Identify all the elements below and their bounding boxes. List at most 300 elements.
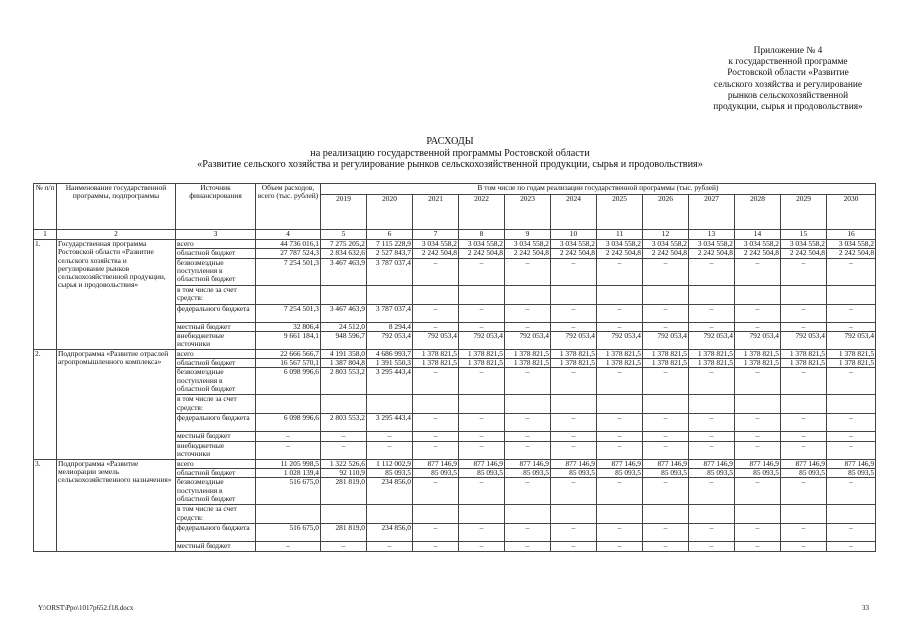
total-cell: 44 736 016,1 xyxy=(256,240,321,249)
year-value-cell: 85 093,5 xyxy=(827,469,876,478)
year-value-cell: – xyxy=(827,322,876,331)
funding-source: федерального бюджета xyxy=(176,304,256,322)
year-value-cell xyxy=(321,395,367,414)
year-value-cell: 2 242 504,8 xyxy=(781,249,827,258)
year-value-cell: – xyxy=(735,432,781,441)
year-value-cell: 85 093,5 xyxy=(643,469,689,478)
funding-source: федерального бюджета xyxy=(176,524,256,542)
year-value-cell: – xyxy=(459,432,505,441)
year-value-cell: – xyxy=(413,258,459,285)
year-value-cell: – xyxy=(321,441,367,459)
year-value-cell: 2 834 632,6 xyxy=(321,249,367,258)
year-value-cell xyxy=(689,395,735,414)
year-value-cell: 1 112 002,9 xyxy=(367,459,413,468)
year-value-cell: – xyxy=(505,304,551,322)
year-value-cell: 792 053,4 xyxy=(505,331,551,349)
year-value-cell: 1 378 821,5 xyxy=(551,359,597,368)
year-value-cell: – xyxy=(459,542,505,551)
column-number: 10 xyxy=(551,230,597,240)
year-value-cell: 3 034 558,2 xyxy=(597,240,643,249)
year-value-cell: 1 378 821,5 xyxy=(413,349,459,358)
year-value-cell: 1 378 821,5 xyxy=(505,359,551,368)
year-value-cell xyxy=(827,395,876,414)
year-value-cell: – xyxy=(551,478,597,505)
program-name: Подпрограмма «Развитие отраслей агропромышленного комплекса» xyxy=(57,349,176,459)
year-value-cell: 3 034 558,2 xyxy=(827,240,876,249)
column-number: 12 xyxy=(643,230,689,240)
year-value-cell: – xyxy=(781,524,827,542)
year-value-cell: 4 686 993,7 xyxy=(367,349,413,358)
year-value-cell: – xyxy=(505,478,551,505)
year-value-cell: 2 242 504,8 xyxy=(597,249,643,258)
year-value-cell: – xyxy=(505,414,551,432)
year-value-cell: 281 819,0 xyxy=(321,478,367,505)
header-total: Объем расходов, всего (тыс. рублей) xyxy=(256,184,321,230)
year-value-cell: 948 596,7 xyxy=(321,331,367,349)
year-value-cell: – xyxy=(413,368,459,395)
column-number: 4 xyxy=(256,230,321,240)
year-value-cell: – xyxy=(551,304,597,322)
year-value-cell: 1 378 821,5 xyxy=(551,349,597,358)
header-year: 2021 xyxy=(413,195,459,230)
year-value-cell xyxy=(735,395,781,414)
funding-source: областной бюджет xyxy=(176,249,256,258)
year-value-cell: – xyxy=(827,441,876,459)
year-value-cell: 3 034 558,2 xyxy=(781,240,827,249)
year-value-cell: 85 093,5 xyxy=(459,469,505,478)
year-value-cell: – xyxy=(459,441,505,459)
year-value-cell: – xyxy=(735,304,781,322)
year-value-cell xyxy=(597,395,643,414)
year-value-cell: 8 294,4 xyxy=(367,322,413,331)
column-number: 9 xyxy=(505,230,551,240)
header-year: 2022 xyxy=(459,195,505,230)
year-value-cell: 1 378 821,5 xyxy=(643,349,689,358)
appendix-line: Ростовской области «Развитие xyxy=(727,68,849,79)
year-value-cell xyxy=(413,285,459,304)
column-number: 14 xyxy=(735,230,781,240)
year-value-cell xyxy=(643,395,689,414)
total-cell: 9 661 184,1 xyxy=(256,331,321,349)
year-value-cell xyxy=(321,505,367,524)
column-number: 1 xyxy=(34,230,57,240)
year-value-cell: 792 053,4 xyxy=(367,331,413,349)
year-value-cell: – xyxy=(413,432,459,441)
year-value-cell: – xyxy=(643,478,689,505)
header-year: 2029 xyxy=(781,195,827,230)
total-cell: 7 254 501,3 xyxy=(256,258,321,285)
year-value-cell: 85 093,5 xyxy=(597,469,643,478)
year-value-cell: – xyxy=(781,322,827,331)
program-name: Государственная программа Ростовской области «Развитие сельского хозяйства и регулирование рынков сельскохозяйственной продукции, сырья и продовольствия» xyxy=(57,240,176,350)
funding-source: безвозмездные поступления в областной бюджет xyxy=(176,478,256,505)
total-cell: 6 098 996,6 xyxy=(256,368,321,395)
year-value-cell: 792 053,4 xyxy=(643,331,689,349)
year-value-cell: 85 093,5 xyxy=(413,469,459,478)
year-value-cell: – xyxy=(643,322,689,331)
total-cell: – xyxy=(256,441,321,459)
year-value-cell: – xyxy=(321,542,367,551)
year-value-cell xyxy=(551,505,597,524)
header-no: № п/п xyxy=(34,184,57,230)
year-value-cell: 1 378 821,5 xyxy=(735,359,781,368)
page-number: 33 xyxy=(862,604,869,612)
year-value-cell: 3 034 558,2 xyxy=(459,240,505,249)
year-value-cell: – xyxy=(689,304,735,322)
year-value-cell: – xyxy=(413,414,459,432)
year-value-cell: 85 093,5 xyxy=(781,469,827,478)
year-value-cell: – xyxy=(643,542,689,551)
funding-source: областной бюджет xyxy=(176,359,256,368)
year-value-cell: – xyxy=(505,258,551,285)
year-value-cell xyxy=(597,285,643,304)
year-value-cell: 3 467 463,9 xyxy=(321,304,367,322)
year-value-cell: – xyxy=(413,478,459,505)
year-value-cell: 85 093,5 xyxy=(367,469,413,478)
year-value-cell: – xyxy=(459,258,505,285)
year-value-cell xyxy=(367,505,413,524)
year-value-cell: – xyxy=(413,441,459,459)
year-value-cell: – xyxy=(689,414,735,432)
column-number: 13 xyxy=(689,230,735,240)
year-value-cell: – xyxy=(505,432,551,441)
year-value-cell: 1 378 821,5 xyxy=(643,359,689,368)
year-value-cell: 24 512,0 xyxy=(321,322,367,331)
header-year: 2026 xyxy=(643,195,689,230)
funding-source: в том числе за счет средств: xyxy=(176,505,256,524)
year-value-cell: 877 146,9 xyxy=(781,459,827,468)
year-value-cell: 1 378 821,5 xyxy=(781,349,827,358)
total-cell xyxy=(256,395,321,414)
year-value-cell: – xyxy=(321,432,367,441)
year-value-cell: 877 146,9 xyxy=(597,459,643,468)
year-value-cell: 234 856,0 xyxy=(367,478,413,505)
year-value-cell: 2 242 504,8 xyxy=(551,249,597,258)
funding-source: в том числе за счет средств: xyxy=(176,285,256,304)
title-line: РАСХОДЫ xyxy=(426,136,474,147)
year-value-cell: – xyxy=(505,524,551,542)
year-value-cell: 3 034 558,2 xyxy=(735,240,781,249)
year-value-cell: – xyxy=(597,542,643,551)
total-cell: – xyxy=(256,542,321,551)
year-value-cell: 1 378 821,5 xyxy=(459,359,505,368)
year-value-cell: – xyxy=(551,368,597,395)
year-value-cell: 1 378 821,5 xyxy=(781,359,827,368)
column-number: 6 xyxy=(367,230,413,240)
column-number: 7 xyxy=(413,230,459,240)
year-value-cell: – xyxy=(551,414,597,432)
funding-source: безвозмездные поступления в областной бюджет xyxy=(176,368,256,395)
year-value-cell xyxy=(505,395,551,414)
header-year: 2020 xyxy=(367,195,413,230)
year-value-cell: – xyxy=(505,441,551,459)
year-value-cell: 1 378 821,5 xyxy=(827,349,876,358)
title-line: на реализацию государственной программы Ростовской области xyxy=(310,147,590,159)
year-value-cell: 3 787 037,4 xyxy=(367,258,413,285)
year-value-cell: 877 146,9 xyxy=(551,459,597,468)
funding-source: в том числе за счет средств: xyxy=(176,395,256,414)
year-value-cell: 877 146,9 xyxy=(505,459,551,468)
year-value-cell: 2 527 843,7 xyxy=(367,249,413,258)
year-value-cell: – xyxy=(597,441,643,459)
year-value-cell: 2 242 504,8 xyxy=(643,249,689,258)
year-value-cell: 85 093,5 xyxy=(689,469,735,478)
year-value-cell: – xyxy=(551,542,597,551)
year-value-cell xyxy=(413,395,459,414)
year-value-cell: 1 378 821,5 xyxy=(413,359,459,368)
year-value-cell: 1 391 550,3 xyxy=(367,359,413,368)
year-value-cell: – xyxy=(689,258,735,285)
year-value-cell xyxy=(459,285,505,304)
appendix-line: сельского хозяйства и регулирование xyxy=(713,79,863,90)
year-value-cell: 1 322 526,6 xyxy=(321,459,367,468)
year-value-cell xyxy=(735,505,781,524)
year-value-cell: 2 242 504,8 xyxy=(459,249,505,258)
year-value-cell: – xyxy=(551,432,597,441)
year-value-cell: 792 053,4 xyxy=(459,331,505,349)
year-value-cell: 2 242 504,8 xyxy=(827,249,876,258)
year-value-cell: 1 378 821,5 xyxy=(505,349,551,358)
header-year: 2024 xyxy=(551,195,597,230)
year-value-cell: – xyxy=(735,542,781,551)
year-value-cell: – xyxy=(413,542,459,551)
document-title xyxy=(120,136,780,171)
year-value-cell: – xyxy=(781,432,827,441)
year-value-cell: – xyxy=(735,322,781,331)
total-cell xyxy=(256,505,321,524)
year-value-cell: 877 146,9 xyxy=(459,459,505,468)
year-value-cell: – xyxy=(367,432,413,441)
column-number: 5 xyxy=(321,230,367,240)
year-value-cell: 85 093,5 xyxy=(551,469,597,478)
year-value-cell: 85 093,5 xyxy=(505,469,551,478)
total-cell: 22 666 566,7 xyxy=(256,349,321,358)
header-year: 2019 xyxy=(321,195,367,230)
year-value-cell xyxy=(643,505,689,524)
year-value-cell: – xyxy=(781,441,827,459)
column-number: 2 xyxy=(57,230,176,240)
year-value-cell: – xyxy=(781,478,827,505)
year-value-cell: – xyxy=(597,368,643,395)
year-value-cell: – xyxy=(459,368,505,395)
year-value-cell: – xyxy=(643,524,689,542)
year-value-cell: – xyxy=(505,542,551,551)
year-value-cell: – xyxy=(781,542,827,551)
year-value-cell: 792 053,4 xyxy=(413,331,459,349)
funding-source: всего xyxy=(176,349,256,358)
header-source: Источник финансирования xyxy=(176,184,256,230)
year-value-cell: – xyxy=(459,524,505,542)
header-year: 2027 xyxy=(689,195,735,230)
row-number: 1. xyxy=(34,240,57,350)
funding-source: внебюджетные источники xyxy=(176,331,256,349)
year-value-cell: – xyxy=(827,478,876,505)
appendix-caption xyxy=(688,46,888,113)
year-value-cell: 1 378 821,5 xyxy=(827,359,876,368)
year-value-cell: 4 191 358,0 xyxy=(321,349,367,358)
year-value-cell: 1 378 821,5 xyxy=(459,349,505,358)
year-value-cell: – xyxy=(597,322,643,331)
year-value-cell xyxy=(551,395,597,414)
year-value-cell: – xyxy=(689,368,735,395)
year-value-cell: 85 093,5 xyxy=(735,469,781,478)
year-value-cell: – xyxy=(781,414,827,432)
year-value-cell: – xyxy=(643,258,689,285)
year-value-cell: 1 378 821,5 xyxy=(689,359,735,368)
year-value-cell: – xyxy=(597,478,643,505)
year-value-cell: – xyxy=(689,441,735,459)
funding-source: внебюджетные источники xyxy=(176,441,256,459)
program-name: Подпрограмма «Развитие мелиорации земель сельскохозяйственного назначения» xyxy=(57,459,176,551)
year-value-cell: – xyxy=(689,322,735,331)
year-value-cell xyxy=(367,285,413,304)
total-cell: 11 205 998,5 xyxy=(256,459,321,468)
year-value-cell: – xyxy=(367,441,413,459)
year-value-cell xyxy=(827,505,876,524)
appendix-line: рынков сельскохозяйственной xyxy=(727,90,849,101)
year-value-cell: 3 034 558,2 xyxy=(643,240,689,249)
year-value-cell: 792 053,4 xyxy=(827,331,876,349)
year-value-cell: – xyxy=(551,524,597,542)
year-value-cell: 2 803 553,2 xyxy=(321,414,367,432)
funding-source: всего xyxy=(176,459,256,468)
year-value-cell xyxy=(321,285,367,304)
year-value-cell xyxy=(413,505,459,524)
funding-source: областной бюджет xyxy=(176,469,256,478)
year-value-cell: – xyxy=(505,322,551,331)
header-year: 2030 xyxy=(827,195,876,230)
file-path: Y:\ORST\Ppo\1017p652.f18.docx xyxy=(38,604,134,612)
year-value-cell xyxy=(551,285,597,304)
year-value-cell: 792 053,4 xyxy=(551,331,597,349)
year-value-cell: 2 242 504,8 xyxy=(413,249,459,258)
year-value-cell: – xyxy=(459,304,505,322)
year-value-cell: 1 378 821,5 xyxy=(735,349,781,358)
year-value-cell: – xyxy=(597,258,643,285)
year-value-cell: – xyxy=(827,258,876,285)
year-value-cell: 3 295 443,4 xyxy=(367,368,413,395)
year-value-cell xyxy=(505,285,551,304)
total-cell: 27 787 524,3 xyxy=(256,249,321,258)
year-value-cell: – xyxy=(597,524,643,542)
total-cell: 516 675,0 xyxy=(256,524,321,542)
year-value-cell xyxy=(781,505,827,524)
year-value-cell: – xyxy=(643,432,689,441)
year-value-cell xyxy=(689,285,735,304)
funding-source: федерального бюджета xyxy=(176,414,256,432)
year-value-cell: 2 803 553,2 xyxy=(321,368,367,395)
header-year: 2025 xyxy=(597,195,643,230)
year-value-cell: – xyxy=(643,368,689,395)
total-cell: 32 806,4 xyxy=(256,322,321,331)
funding-source: местный бюджет xyxy=(176,542,256,551)
year-value-cell: – xyxy=(413,304,459,322)
year-value-cell xyxy=(597,505,643,524)
year-value-cell: 3 034 558,2 xyxy=(505,240,551,249)
year-value-cell: – xyxy=(781,304,827,322)
header-year: 2028 xyxy=(735,195,781,230)
appendix-line: Приложение № 4 xyxy=(753,46,823,56)
year-value-cell: – xyxy=(827,542,876,551)
year-value-cell: – xyxy=(597,304,643,322)
total-cell: 7 254 501,3 xyxy=(256,304,321,322)
year-value-cell xyxy=(689,505,735,524)
year-value-cell: 1 387 804,8 xyxy=(321,359,367,368)
year-value-cell: 3 467 463,9 xyxy=(321,258,367,285)
header-years-caption: В том числе по годам реализации государственной программы (тыс. рублей) xyxy=(321,184,876,195)
year-value-cell: – xyxy=(505,368,551,395)
year-value-cell: 1 378 821,5 xyxy=(689,349,735,358)
year-value-cell: 792 053,4 xyxy=(781,331,827,349)
year-value-cell xyxy=(735,285,781,304)
year-value-cell: 2 242 504,8 xyxy=(689,249,735,258)
year-value-cell: – xyxy=(735,478,781,505)
total-cell: 516 675,0 xyxy=(256,478,321,505)
column-number: 3 xyxy=(176,230,256,240)
year-value-cell: 3 295 443,4 xyxy=(367,414,413,432)
year-value-cell: 877 146,9 xyxy=(735,459,781,468)
year-value-cell: – xyxy=(551,322,597,331)
year-value-cell: – xyxy=(735,441,781,459)
year-value-cell: 92 110,9 xyxy=(321,469,367,478)
year-value-cell: – xyxy=(827,368,876,395)
year-value-cell: 3 787 037,4 xyxy=(367,304,413,322)
year-value-cell: 281 819,0 xyxy=(321,524,367,542)
year-value-cell: – xyxy=(735,258,781,285)
year-value-cell xyxy=(643,285,689,304)
year-value-cell: – xyxy=(413,524,459,542)
year-value-cell: – xyxy=(827,414,876,432)
year-value-cell: – xyxy=(689,524,735,542)
year-value-cell: 792 053,4 xyxy=(689,331,735,349)
year-value-cell: 877 146,9 xyxy=(413,459,459,468)
year-value-cell: – xyxy=(781,368,827,395)
year-value-cell: – xyxy=(597,432,643,441)
year-value-cell: 7 115 228,9 xyxy=(367,240,413,249)
year-value-cell: 3 034 558,2 xyxy=(413,240,459,249)
year-value-cell xyxy=(459,505,505,524)
total-cell: 16 567 570,1 xyxy=(256,359,321,368)
year-value-cell: 792 053,4 xyxy=(735,331,781,349)
year-value-cell: 3 034 558,2 xyxy=(551,240,597,249)
year-value-cell: – xyxy=(689,478,735,505)
year-value-cell: 877 146,9 xyxy=(689,459,735,468)
total-cell: 1 028 139,4 xyxy=(256,469,321,478)
header-year: 2023 xyxy=(505,195,551,230)
year-value-cell: – xyxy=(689,432,735,441)
year-value-cell xyxy=(781,285,827,304)
year-value-cell: – xyxy=(735,414,781,432)
year-value-cell: – xyxy=(827,524,876,542)
year-value-cell: 877 146,9 xyxy=(827,459,876,468)
funding-source: всего xyxy=(176,240,256,249)
row-number: 2. xyxy=(34,349,57,459)
title-line: «Развитие сельского хозяйства и регулирование рынков сельскохозяйственной продукции, сырья и продовольствия» xyxy=(197,159,703,171)
year-value-cell: 7 275 205,2 xyxy=(321,240,367,249)
year-value-cell: 1 378 821,5 xyxy=(597,349,643,358)
year-value-cell: – xyxy=(643,441,689,459)
funding-source: безвозмездные поступления в областной бюджет xyxy=(176,258,256,285)
appendix-line: к государственной программе xyxy=(728,57,848,68)
total-cell xyxy=(256,285,321,304)
year-value-cell: 1 378 821,5 xyxy=(597,359,643,368)
year-value-cell: – xyxy=(597,414,643,432)
table-row xyxy=(34,240,876,249)
expenses-table xyxy=(33,183,876,552)
table-row xyxy=(34,349,876,358)
total-cell: – xyxy=(256,432,321,441)
year-value-cell: 3 034 558,2 xyxy=(689,240,735,249)
